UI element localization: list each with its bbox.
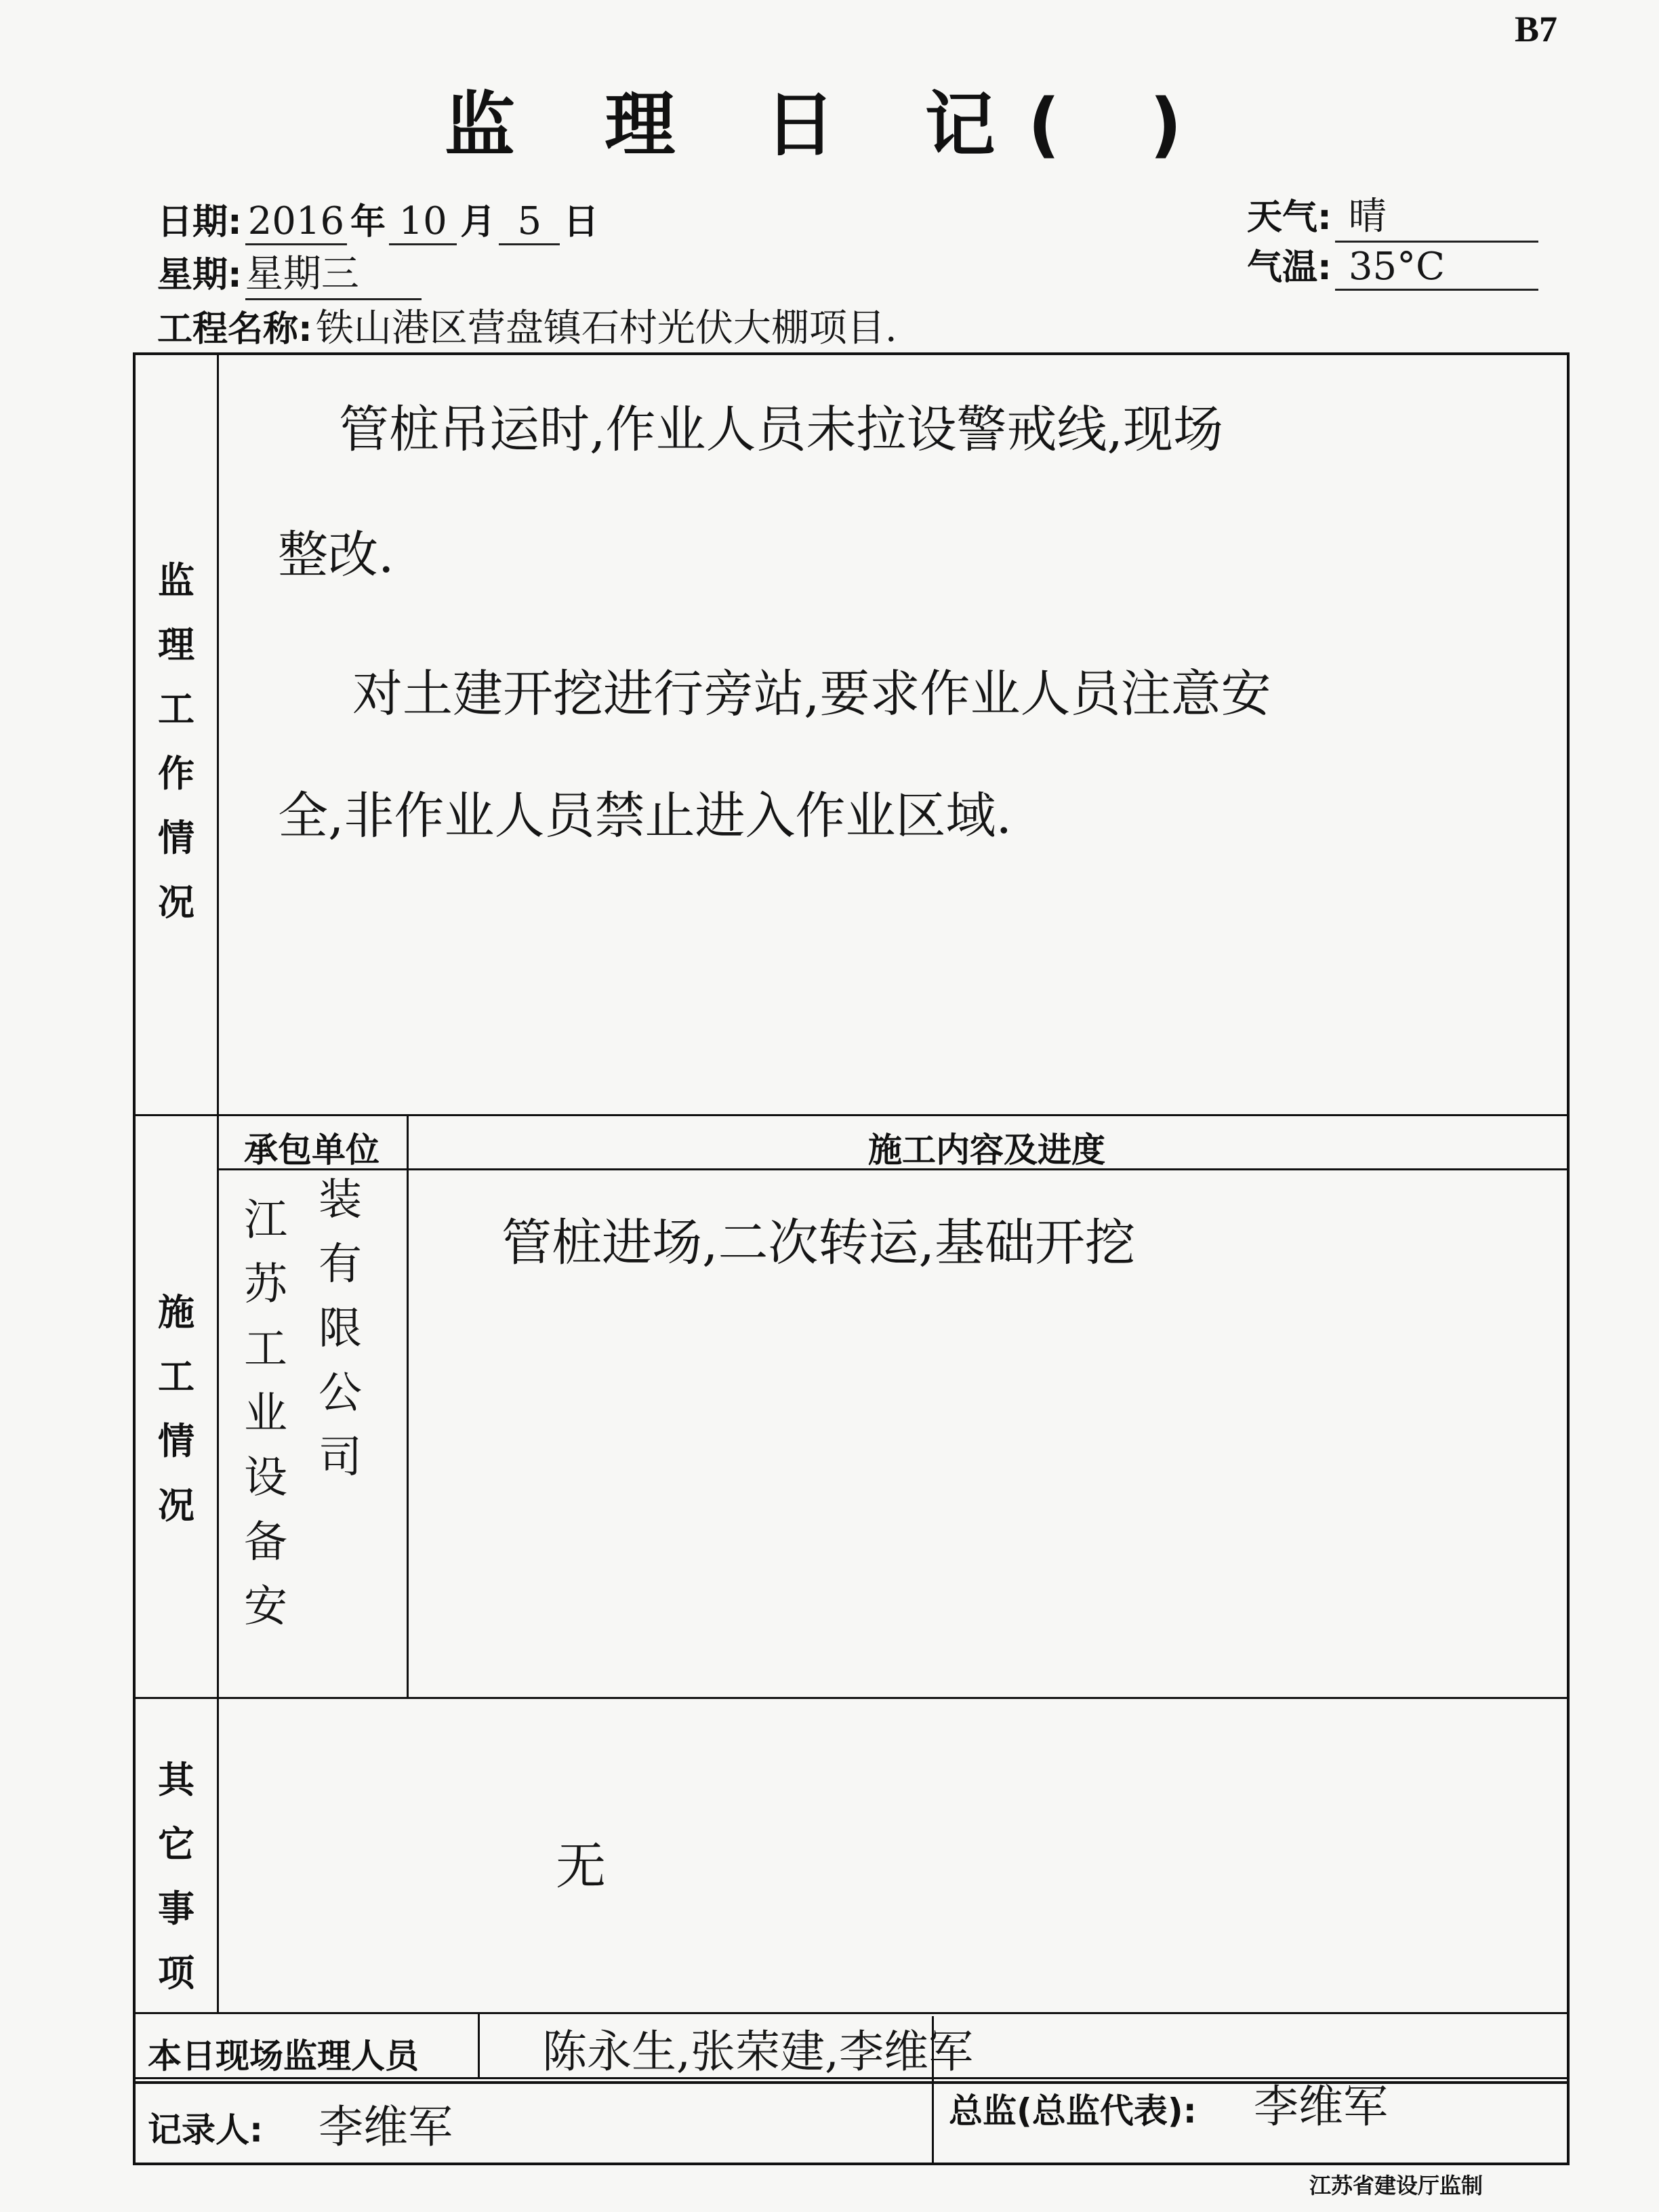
staff-value: 陈永生,张荣建,李维军 — [542, 2026, 973, 2078]
supervision-line-4: 全,非作业人员禁止进入作业区域. — [278, 787, 1012, 845]
supervision-line-3: 对土建开挖进行旁站,要求作业人员注意安 — [352, 665, 1271, 723]
temperature-row — [1247, 239, 1538, 291]
weekday-label: 星期: — [157, 255, 242, 295]
section-supervision-label: 监理工作情况 — [158, 559, 194, 924]
year-label: 年 — [350, 202, 386, 243]
contractor-name-col-2: 装有限公司 — [319, 1175, 362, 1483]
year-value: 2016 — [245, 199, 347, 245]
chief-value: 李维军 — [1254, 2081, 1388, 2133]
date-row — [157, 193, 598, 245]
contractor-name-col-1: 江苏工业设备安 — [244, 1195, 287, 1632]
day-label: 日 — [563, 202, 599, 243]
weekday-value: 星期三 — [245, 244, 422, 300]
section-other-label: 其它事项 — [158, 1759, 194, 1994]
weather-label: 天气: — [1247, 197, 1332, 238]
construction-header-divider — [217, 1168, 1567, 1170]
project-row — [157, 298, 1149, 354]
recorder-label: 记录人: — [148, 2110, 263, 2150]
project-label: 工程名称: — [157, 309, 312, 350]
section-divider-1 — [136, 1114, 1567, 1116]
recorder-row — [133, 2081, 1570, 2165]
section-construction-label: 施工情况 — [158, 1291, 194, 1527]
staff-label: 本日现场监理人员 — [148, 2036, 419, 2076]
label-column-divider — [217, 355, 219, 2012]
construction-progress-text: 管桩进场,二次转运,基础开挖 — [501, 1214, 1136, 1272]
supervision-line-1: 管桩吊运时,作业人员未拉设警戒线,现场 — [339, 401, 1224, 459]
month-label: 月 — [460, 202, 496, 243]
contractor-column-header: 承包单位 — [244, 1130, 380, 1170]
section-divider-3 — [136, 2012, 1567, 2014]
staff-label-divider — [478, 2012, 480, 2077]
progress-column-header: 施工内容及进度 — [868, 1130, 1105, 1170]
diary-table — [133, 352, 1570, 2084]
chief-label: 总监(总监代表): — [949, 2091, 1197, 2131]
project-value: 铁山港区营盘镇石村光伏大棚项目. — [316, 298, 1149, 354]
month-value: 10 — [389, 199, 457, 245]
recorder-value: 李维军 — [319, 2101, 453, 2153]
issuer-note: 江苏省建设厅监制 — [1309, 2173, 1483, 2198]
weather-row — [1247, 186, 1538, 243]
contractor-column-divider — [407, 1114, 409, 1697]
page-title: 监 理 日 记( ) — [445, 83, 1214, 166]
date-label: 日期: — [157, 202, 242, 243]
form-code: B7 — [1514, 9, 1557, 49]
recorder-divider — [932, 2016, 934, 2163]
temperature-label: 气温: — [1247, 247, 1332, 288]
temperature-value: 35°C — [1335, 245, 1538, 291]
supervision-line-2: 整改. — [278, 526, 394, 584]
day-value: 5 — [499, 199, 560, 245]
weather-value: 晴 — [1335, 186, 1538, 243]
section-divider-2 — [136, 1697, 1567, 1699]
other-matters-text: 无 — [556, 1837, 606, 1896]
weekday-row — [157, 244, 422, 300]
